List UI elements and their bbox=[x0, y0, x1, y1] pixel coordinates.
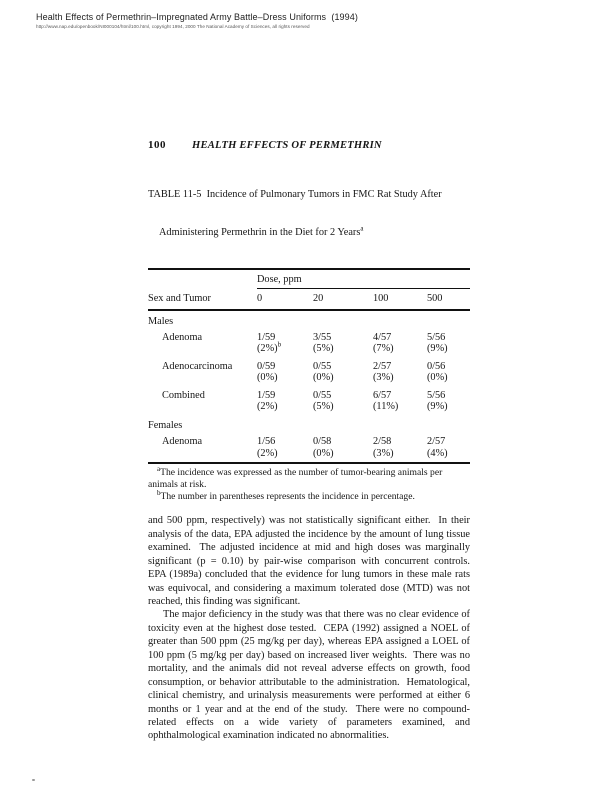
incidence-value: 2/58 bbox=[373, 436, 392, 448]
dose-value-cell bbox=[313, 332, 373, 355]
book-title: Health Effects of Permethrin–Impregnated Army Battle–Dress Uniforms (1994) bbox=[36, 12, 358, 22]
footnote-text: The number in parentheses represents the incidence in percentage. bbox=[160, 491, 415, 503]
table-body bbox=[148, 311, 470, 462]
dose-value-cell bbox=[373, 361, 427, 384]
dose-header-row bbox=[148, 274, 470, 289]
incidence-value: 0/55 bbox=[313, 389, 332, 401]
incidence-percent: (3%) bbox=[373, 372, 394, 384]
incidence-percent: (3%) bbox=[373, 447, 394, 459]
body-text bbox=[148, 514, 476, 743]
dose-value-cell bbox=[257, 332, 313, 355]
dose-value-cell bbox=[313, 361, 373, 384]
section-label: Males bbox=[148, 315, 174, 327]
incidence-percent: $(2\%)^b$ bbox=[257, 340, 282, 355]
dose-col-0: 0 bbox=[257, 293, 263, 305]
incidence-percent: (9%) bbox=[427, 401, 448, 413]
data-table bbox=[148, 274, 470, 464]
tumor-label: Adenocarcinoma bbox=[162, 360, 233, 372]
incidence-percent: (5%) bbox=[313, 401, 334, 413]
incidence-value: 0/58 bbox=[313, 436, 332, 448]
dose-value-cell bbox=[427, 361, 470, 384]
incidence-percent: (4%) bbox=[427, 447, 448, 459]
scan-header bbox=[36, 12, 596, 29]
dose-value-cell bbox=[427, 436, 470, 459]
incidence-value: 1/59 bbox=[257, 331, 276, 343]
body-paragraph: The major deficiency in the study was that there was no clear evidence of toxicity even at the highest dose tested. CEPA (1992) assigned a NOEL of greater than 500 ppm (25 mg/kg per day), whereas EPA assigned a LOEL of 100 ppm (5 mg/kg per day) based on increased liver weights. There was no mortality, and the animals did not reveal adverse effects on growth, food consumption, or behavior attributable to the administration. Hematological, clinical chemistry, and urinalysis measurements were performed at either 6 months or 1 year and at the end of the study. There were no compound-related effects on a wide variety of parameters examined, and ophthalmological examination indicated no abnormalities. bbox=[148, 609, 473, 742]
table-caption bbox=[148, 164, 470, 264]
dose-value-cell bbox=[373, 332, 427, 355]
tumor-label: Adenoma bbox=[162, 331, 203, 343]
table-bottom-rule bbox=[148, 462, 470, 464]
incidence-percent: (0%) bbox=[313, 372, 334, 384]
incidence-value: 0/59 bbox=[257, 360, 276, 372]
scan-speck bbox=[32, 779, 35, 781]
tumor-label: Combined bbox=[162, 389, 205, 401]
page-content bbox=[148, 139, 476, 743]
incidence-value: 2/57 bbox=[427, 436, 446, 448]
page-number: 100 bbox=[148, 139, 166, 151]
table-caption-line2: Administering Permethrin in the Diet for 2 Years$^a$ bbox=[159, 224, 364, 238]
tumor-label: Adenoma bbox=[162, 436, 203, 448]
incidence-value: 0/56 bbox=[427, 360, 446, 372]
dose-value-cell bbox=[427, 332, 470, 355]
body-paragraph: and 500 ppm, respectively) was not statistically significant either. In their analysis of the data, EPA adjusted the incidence by the amount of lung tissue examined. The adjusted incidence at mid and high doses was marginally significant (p = 0.10) by pair-wise comparison with concurrent controls. EPA (1989a) concluded that the evidence for lung tumors in these male rats was equivocal, and considering a maximum tolerated dose (MTD) was not reached, this finding was significant. bbox=[148, 515, 476, 607]
caption-footnote-marker: a bbox=[360, 224, 364, 233]
dose-value-cell bbox=[313, 390, 373, 413]
incidence-value: 5/56 bbox=[427, 389, 446, 401]
dose-value-cell bbox=[257, 436, 313, 459]
incidence-percent: (2%) bbox=[257, 447, 278, 459]
dose-value-cell bbox=[373, 390, 427, 413]
dose-value-cell bbox=[257, 361, 313, 384]
incidence-percent: (0%) bbox=[427, 372, 448, 384]
table-caption-line1: TABLE 11-5 Incidence of Pulmonary Tumors in FMC Rat Study After bbox=[148, 189, 442, 200]
incidence-percent: (2%) bbox=[257, 401, 278, 413]
column-header-row bbox=[148, 289, 470, 308]
dose-value-cell bbox=[427, 390, 470, 413]
running-header bbox=[148, 139, 470, 151]
table-row bbox=[148, 358, 470, 387]
dose-value-cell bbox=[313, 436, 373, 459]
incidence-percent: (9%) bbox=[427, 343, 448, 355]
incidence-value: 1/56 bbox=[257, 436, 276, 448]
dose-col-100: 100 bbox=[373, 293, 389, 305]
dose-header: Dose, ppm bbox=[257, 274, 470, 289]
incidence-percent: (5%) bbox=[313, 343, 334, 355]
table-row bbox=[148, 329, 470, 358]
incidence-value: 0/55 bbox=[313, 360, 332, 372]
incidence-percent: (0%) bbox=[313, 447, 334, 459]
dose-col-500: 500 bbox=[427, 293, 443, 305]
section-label: Females bbox=[148, 420, 183, 432]
incidence-value: 4/57 bbox=[373, 331, 392, 343]
dose-value-cell bbox=[373, 436, 427, 459]
cell-footnote-marker: b bbox=[277, 340, 282, 349]
incidence-value: 2/57 bbox=[373, 360, 392, 372]
footnote-text: The incidence was expressed as the number of tumor-bearing animals per animals at risk. bbox=[148, 467, 445, 491]
incidence-value: 5/56 bbox=[427, 331, 446, 343]
running-title: HEALTH EFFECTS OF PERMETHRIN bbox=[192, 140, 382, 151]
source-url-line: http://www.nap.edu/openbook/NI000104/html/100.html, copyright 1994, 2000 The National Academy of Sciences, all rights reserved bbox=[36, 24, 310, 29]
table-row bbox=[148, 433, 470, 462]
dose-col-20: 20 bbox=[313, 293, 324, 305]
table-row bbox=[148, 387, 470, 416]
footnote bbox=[148, 467, 470, 491]
incidence-percent: (7%) bbox=[373, 343, 394, 355]
incidence-value: 3/55 bbox=[313, 331, 332, 343]
footnote-marker: b bbox=[157, 489, 161, 498]
footnote-marker: a bbox=[157, 465, 161, 474]
dose-value-cell bbox=[257, 390, 313, 413]
table-footnotes bbox=[148, 467, 470, 503]
table-top-rule bbox=[148, 268, 470, 270]
footnote bbox=[148, 491, 470, 503]
incidence-percent: (0%) bbox=[257, 372, 278, 384]
incidence-percent: (11%) bbox=[373, 401, 399, 413]
incidence-value: 6/57 bbox=[373, 389, 392, 401]
incidence-value: 1/59 bbox=[257, 389, 276, 401]
row-header: Sex and Tumor bbox=[148, 293, 211, 305]
